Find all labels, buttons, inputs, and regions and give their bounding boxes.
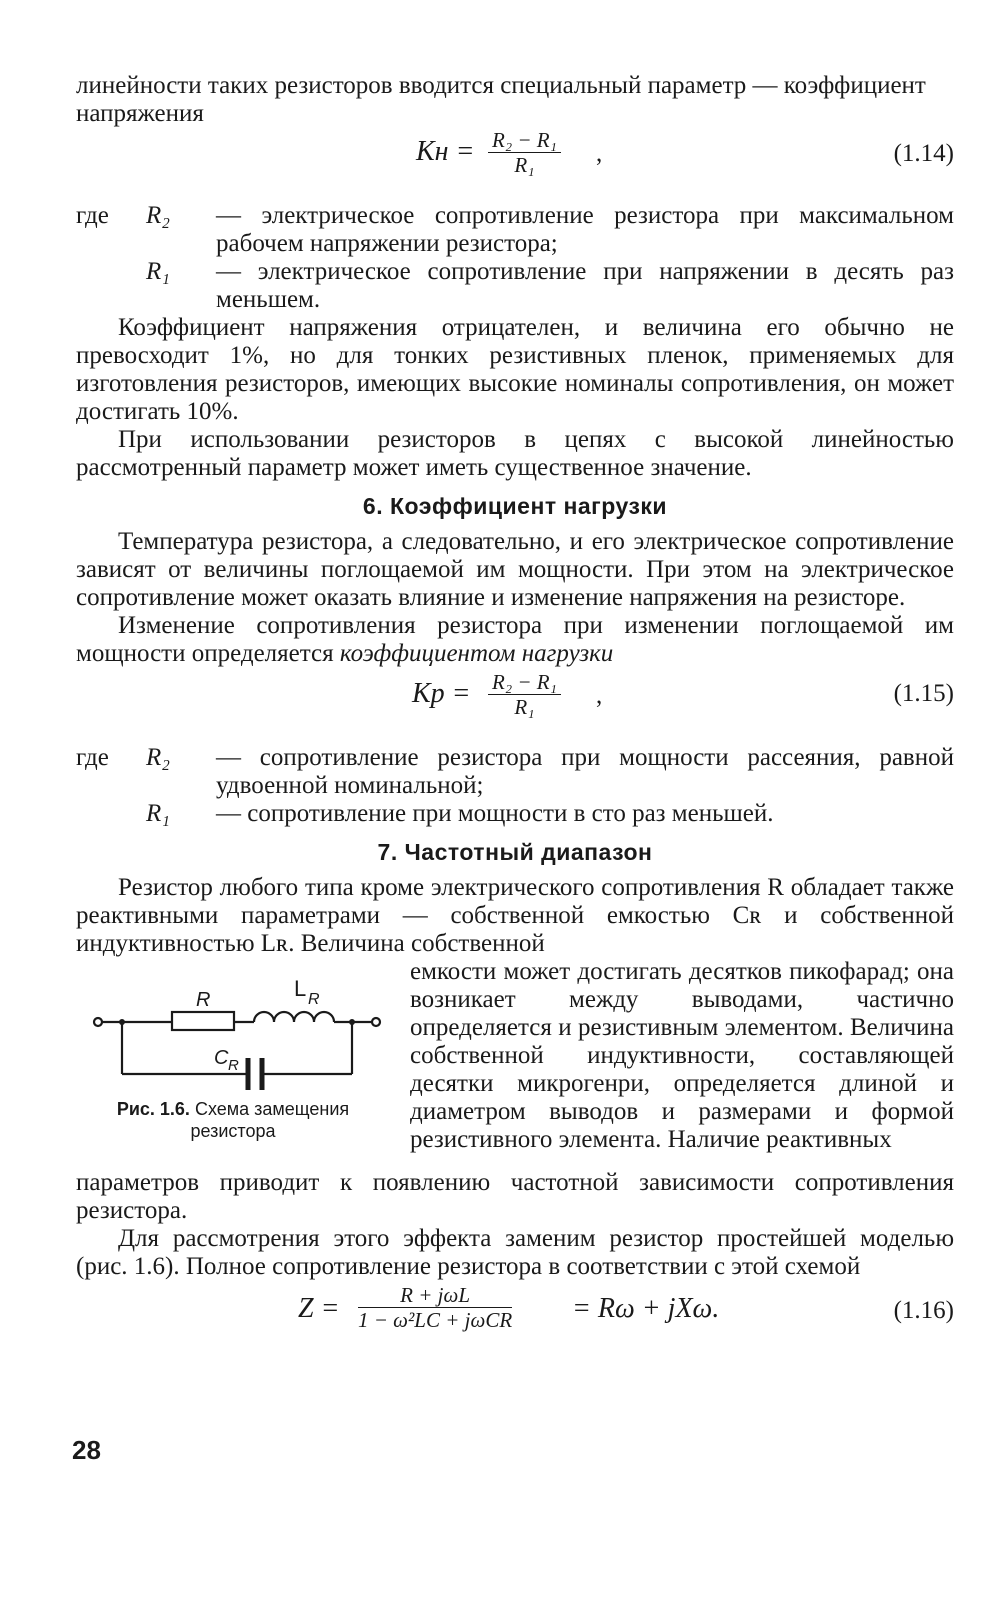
formula-1-14 <box>76 128 954 184</box>
formula-1-16 <box>76 1281 954 1341</box>
formula-comma: , <box>596 682 603 709</box>
symbol-r1: R₁ <box>146 258 170 285</box>
formula-comma: , <box>596 140 603 167</box>
paragraph-linearity: При использовании резисторов в цепях с высокой линейностью рассмотренный параметр может иметь существенное значение. <box>76 426 954 481</box>
symbol-r1: R₁ <box>146 800 170 827</box>
inductor-symbol <box>254 1012 334 1022</box>
equation-number: (1.14) <box>893 140 954 167</box>
section-heading-7: 7. Частотный диапазон <box>377 839 653 865</box>
section-heading-6: 6. Коэффициент нагрузки <box>362 493 668 519</box>
definition-r1: — сопротивление при мощности в сто раз меньшей. <box>216 800 774 827</box>
paragraph-model: Для рассмотрения этого эффекта заменим резистор простейшей моделью (рис. 1.6). Полное сопротивление резистора в соответствии с этой схемой <box>76 1225 954 1280</box>
paragraph-reactive: Резистор любого типа кроме электрического сопротивления R обладает также реактивными параметрами — собственной емкостью Cʀ и собственной индуктивностью Lʀ. Величина собственной <box>76 874 954 957</box>
label-c: C <box>214 1047 229 1069</box>
label-r: R <box>196 989 211 1011</box>
formula-fraction <box>358 1283 512 1332</box>
page-number: 28 <box>72 1435 101 1465</box>
formula-rhs: = Rω + jXω. <box>572 1293 720 1324</box>
where-item-r2 <box>76 744 954 800</box>
formula-lhs: Z = <box>298 1293 340 1324</box>
page-body <box>76 72 954 1341</box>
label-c-sub: R <box>228 1057 239 1074</box>
paragraph-after-figure: параметров приводит к появлению частотной зависимости сопротивления резистора. <box>76 1169 954 1224</box>
formula-numerator: R + jωL <box>358 1283 512 1308</box>
paragraph-coefficient: Коэффициент напряжения отрицателен, и величина его обычно не превосходит 1%, но для тонких резистивных пленок, применяемых для изготовления резисторов, имеющих высокие номиналы сопротивления, он может достигать 10%. <box>76 314 954 425</box>
figure-1-6 <box>76 958 396 1169</box>
where-label: где <box>76 744 109 771</box>
formula-denominator: R₁ <box>514 695 535 719</box>
where-item-r1 <box>76 800 954 828</box>
terminal-right <box>372 1018 380 1026</box>
formula-lhs: Kр = <box>412 678 471 709</box>
term-load-coefficient: коэффициентом нагрузки <box>339 640 614 667</box>
where-list-2 <box>76 744 954 828</box>
formula-fraction <box>488 128 561 177</box>
paragraph-load-coefficient <box>76 612 954 668</box>
figure-caption <box>88 1098 378 1142</box>
resistor-symbol <box>172 1012 234 1030</box>
formula-denominator: 1 − ω²LC + jωCR <box>358 1308 513 1332</box>
formula-numerator: R₂ − R₁ <box>488 128 561 153</box>
capacitor-symbol <box>248 1058 262 1090</box>
paragraph-wrapped: емкости может достигать десятков пикофарад; она возникает между выводами, частично определяется и резистивным элементом. Величина собственной индуктивности, составляющей десятки микрогенри, определяется длиной и диаметром выводов и размерами и формой резистивного элемента. Наличие реактивных <box>410 958 954 1153</box>
equation-number: (1.15) <box>893 680 954 707</box>
caption-text: Схема замещения резистора <box>190 1099 350 1141</box>
where-item-r1 <box>76 258 954 314</box>
where-label: где <box>76 202 109 229</box>
formula-fraction <box>488 670 561 719</box>
symbol-r2: R₂ <box>146 744 170 771</box>
equation-number: (1.16) <box>893 1297 954 1324</box>
paragraph-temperature: Температура резистора, а следовательно, и его электрическое сопротивление зависят от величины поглощаемой им мощности. При этом на электрическое сопротивление может оказать влияние и изменение напряжения на резисторе. <box>76 528 954 611</box>
terminal-left <box>94 1018 102 1026</box>
symbol-r2: R₂ <box>146 202 170 229</box>
formula-1-15 <box>76 668 954 724</box>
label-l: L <box>294 976 307 1001</box>
figure-block <box>76 958 954 1169</box>
paragraph-intro: линейности таких резисторов вводится специальный параметр — коэффициент напряжения <box>76 72 926 127</box>
where-list-1 <box>76 202 954 314</box>
paragraph-load-text: Изменение сопротивления резистора при изменении поглощаемой им мощности определяется <box>76 612 954 667</box>
caption-number: Рис. 1.6. <box>116 1099 190 1119</box>
formula-lhs: Kн = <box>416 136 475 167</box>
definition-r2: — сопротивление резистора при мощности рассеяния, равной удвоенной номинальной; <box>216 744 954 799</box>
definition-r2: — электрическое сопротивление резистора при максимальном рабочем напряжении резистора; <box>216 202 954 257</box>
equivalent-circuit-diagram <box>86 968 386 1098</box>
where-item-r2 <box>76 202 954 258</box>
formula-numerator: R₂ − R₁ <box>488 670 561 695</box>
label-l-sub: R <box>308 991 320 1008</box>
definition-r1: — электрическое сопротивление при напряжении в десять раз меньшем. <box>216 258 954 313</box>
formula-denominator: R₁ <box>514 153 535 177</box>
